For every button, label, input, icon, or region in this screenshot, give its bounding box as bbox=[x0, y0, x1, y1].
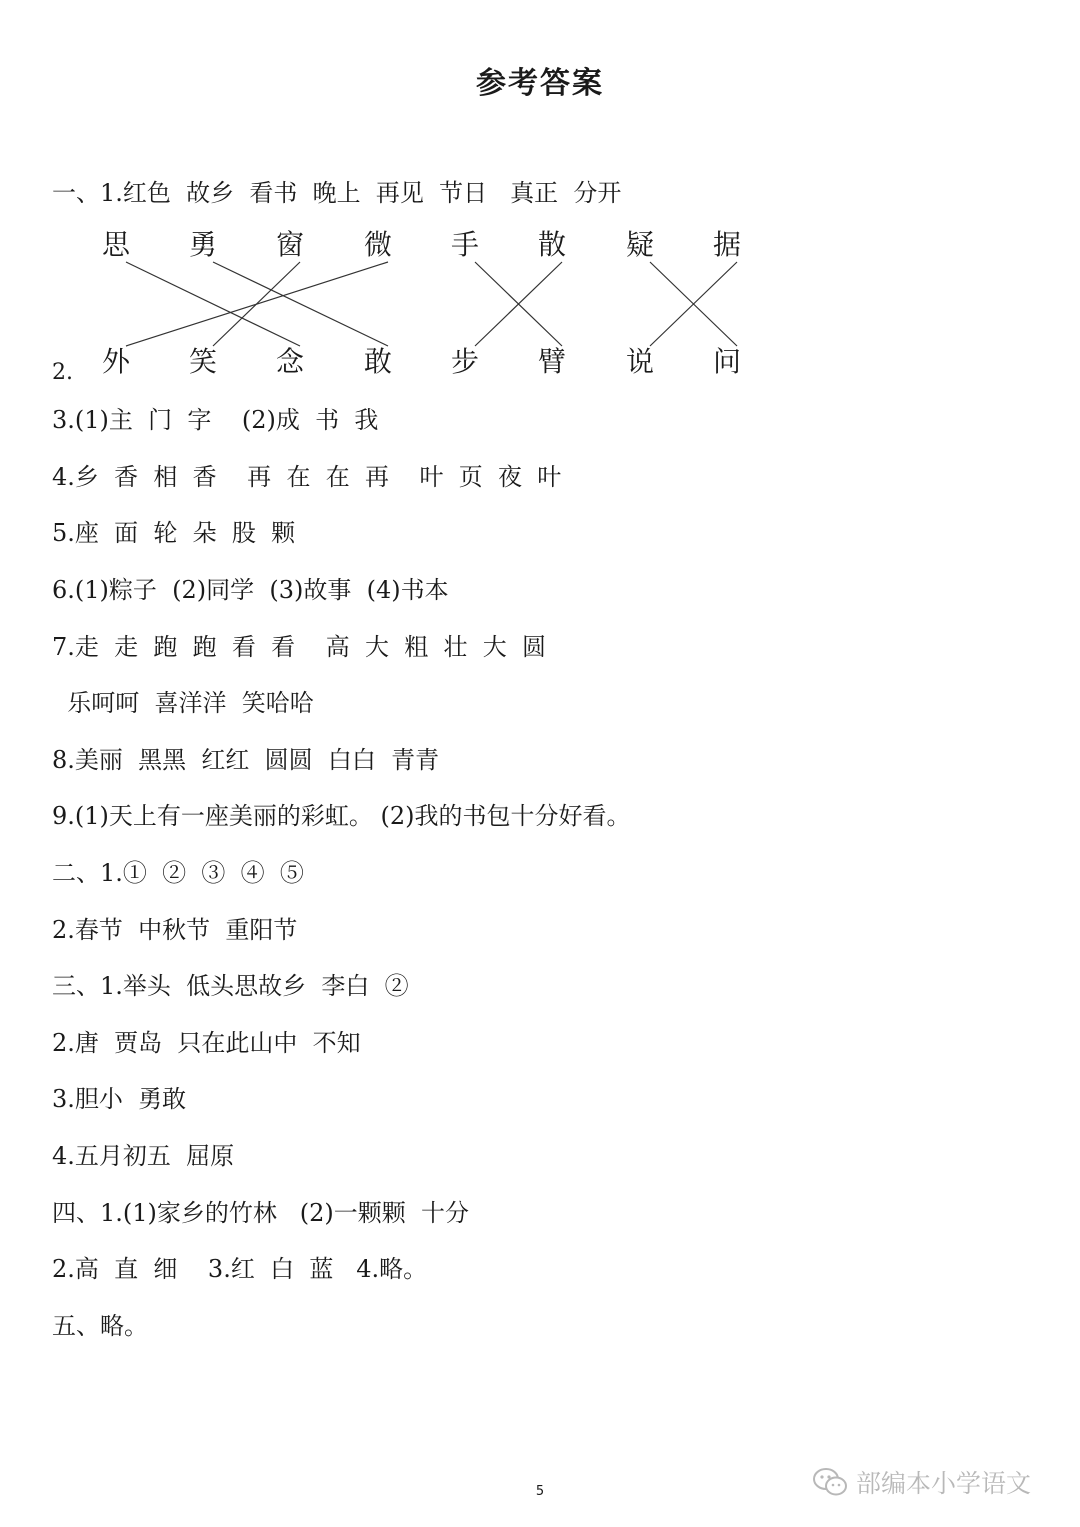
answer-line: 四、1.(1)家乡的竹林 (2)一颗颗 十分 bbox=[52, 1199, 470, 1227]
answer-line: 3.(1)主 门 字 (2)成 书 我 bbox=[52, 406, 379, 434]
answer-line: 2.唐 贾岛 只在此山中 不知 bbox=[52, 1029, 361, 1057]
top-char: 思 bbox=[101, 228, 130, 261]
top-char: 散 bbox=[537, 228, 566, 261]
bottom-char: 外 bbox=[101, 345, 130, 378]
answer-line: 5.座 面 轮 朵 股 颗 bbox=[52, 519, 296, 547]
answer-line: 2.春节 中秋节 重阳节 bbox=[52, 916, 298, 944]
answer-line: 2.高 直 细 3.红 白 蓝 4.略。 bbox=[52, 1255, 428, 1283]
answer-line: 二、1.① ② ③ ④ ⑤ bbox=[52, 859, 304, 887]
page-number: 5 bbox=[535, 1484, 545, 1499]
page-title: 参考答案 bbox=[476, 66, 604, 101]
top-char: 手 bbox=[450, 228, 479, 261]
wechat-icon bbox=[812, 1467, 848, 1497]
top-char: 微 bbox=[363, 228, 392, 261]
answer-line: 4.五月初五 屈原 bbox=[52, 1142, 235, 1170]
answer-line: 三、1.举头 低头思故乡 李白 ② bbox=[52, 972, 409, 1000]
top-char: 据 bbox=[712, 228, 741, 261]
answer-line: 乐呵呵 喜洋洋 笑哈哈 bbox=[52, 689, 314, 717]
top-char: 疑 bbox=[625, 228, 654, 261]
answer-line: 6.(1)粽子 (2)同学 (3)故事 (4)书本 bbox=[52, 576, 449, 604]
bottom-char: 臂 bbox=[537, 345, 566, 378]
answer-line: 8.美丽 黑黑 红红 圆圆 白白 青青 bbox=[52, 746, 440, 774]
answer-line: 9.(1)天上有一座美丽的彩虹。 (2)我的书包十分好看。 bbox=[52, 802, 631, 830]
matching-label: 2. bbox=[52, 360, 73, 385]
answer-line: 五、略。 bbox=[52, 1312, 148, 1340]
answer-line: 3.胆小 勇敢 bbox=[52, 1085, 187, 1113]
bottom-char: 笑 bbox=[188, 345, 217, 378]
match-line bbox=[213, 262, 388, 346]
bottom-char: 步 bbox=[450, 345, 479, 378]
bottom-char: 说 bbox=[625, 345, 654, 378]
bottom-char: 敢 bbox=[363, 345, 392, 378]
bottom-char: 问 bbox=[712, 345, 741, 378]
top-char: 勇 bbox=[188, 228, 217, 261]
watermark bbox=[812, 1464, 1031, 1500]
matching-lines bbox=[0, 0, 1080, 400]
match-line bbox=[126, 262, 388, 346]
bottom-char: 念 bbox=[275, 345, 304, 378]
answer-line: 4.乡 香 相 香 再 在 在 再 叶 页 夜 叶 bbox=[52, 463, 562, 491]
top-char: 窗 bbox=[275, 228, 304, 261]
watermark-text: 部编本小学语文 bbox=[856, 1469, 1032, 1498]
answer-line: 7.走 走 跑 跑 看 看 高 大 粗 壮 大 圆 bbox=[52, 633, 546, 661]
answer-line: 一、1.红色 故乡 看书 晚上 再见 节日 真正 分开 bbox=[52, 179, 622, 207]
match-line bbox=[126, 262, 300, 346]
